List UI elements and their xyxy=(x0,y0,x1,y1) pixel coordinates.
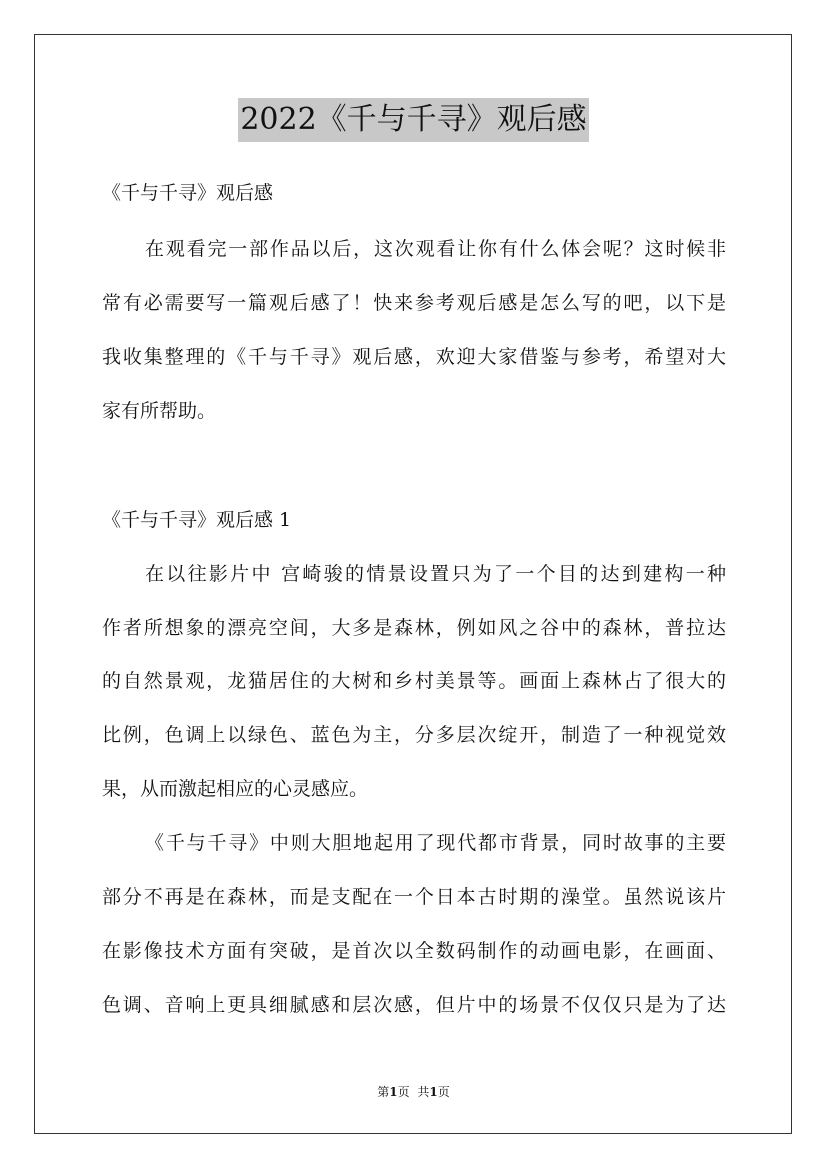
paragraph-line: 比例，色调上以绿色、蓝色为主，分多层次绽开，制造了一种视觉效 xyxy=(102,724,726,746)
intro-line: 我收集整理的《千与千寻》观后感，欢迎大家借鉴与参考，希望对大 xyxy=(102,346,726,368)
footer-total-suffix: 页 xyxy=(437,1085,450,1099)
document-title-text: 2022《千与千寻》观后感 xyxy=(238,98,588,142)
page-footer xyxy=(0,1083,827,1101)
intro-line: 在观看完一部作品以后，这次观看让你有什么体会呢？这时候非 xyxy=(145,238,726,260)
document-title xyxy=(0,98,827,142)
intro-line: 家有所帮助。 xyxy=(102,400,217,422)
subtitle: 《千与千寻》观后感 xyxy=(102,182,274,204)
footer-page-number: 1 xyxy=(389,1085,398,1099)
paragraph-line: 在以往影片中 宫崎骏的情景设置只为了一个目的达到建构一种 xyxy=(145,563,726,585)
paragraph-line: 《千与千寻》中则大胆地起用了现代都市背景，同时故事的主要 xyxy=(145,832,726,854)
paragraph-line: 在影像技术方面有突破，是首次以全数码制作的动画电影，在画面、 xyxy=(102,940,726,962)
footer-total-prefix: 共 xyxy=(417,1085,430,1099)
intro-line: 常有必需要写一篇观后感了！快来参考观后感是怎么写的吧，以下是 xyxy=(102,292,726,314)
footer-page-suffix: 页 xyxy=(397,1085,410,1099)
footer-page-prefix: 第 xyxy=(377,1085,390,1099)
paragraph-line: 作者所想象的漂亮空间，大多是森林，例如风之谷中的森林，普拉达 xyxy=(102,617,726,639)
footer-total-number: 1 xyxy=(429,1085,438,1099)
paragraph-line: 色调、音响上更具细腻感和层次感，但片中的场景不仅仅只是为了达 xyxy=(102,994,726,1016)
section-heading: 《千与千寻》观后感 1 xyxy=(102,509,292,531)
paragraph-line: 部分不再是在森林，而是支配在一个日本古时期的澡堂。虽然说该片 xyxy=(102,886,726,908)
paragraph-line: 的自然景观，龙猫居住的大树和乡村美景等。画面上森林占了很大的 xyxy=(102,670,726,692)
paragraph-line: 果，从而激起相应的心灵感应。 xyxy=(102,778,369,800)
